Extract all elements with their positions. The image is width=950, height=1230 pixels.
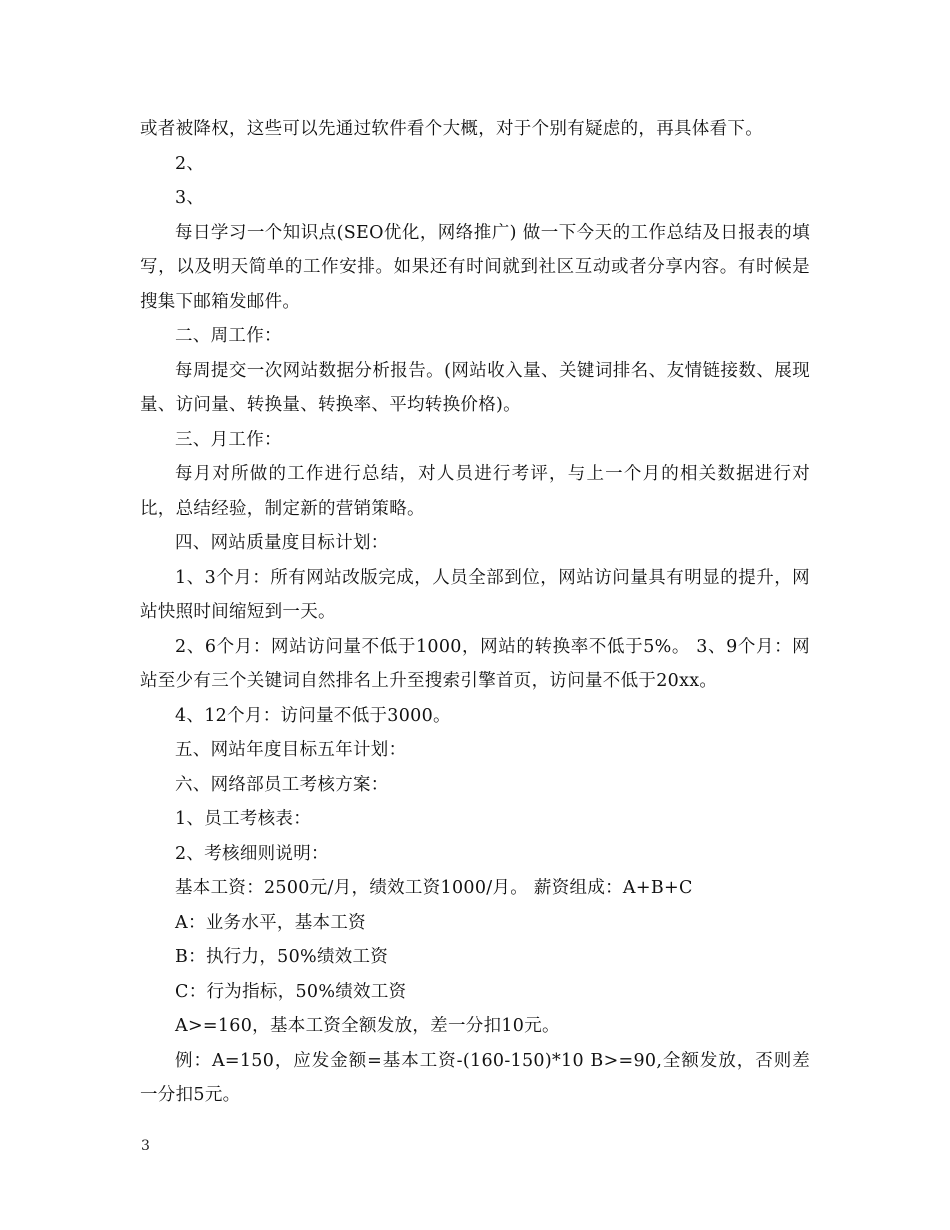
section-heading: 五、网站年度目标五年计划： (175, 740, 407, 760)
paragraph: 每日学习一个知识点(SEO优化，网络推广) 做一下今天的工作总结及日报表的填写，以及明天简单的工作安排。如果还有时间就到社区互动或者分享内容。有时候是搜集下邮箱发邮件。 (140, 222, 810, 312)
paragraph: 例：A=150，应发金额=基本工资-(160-150)*10 B>=90,全额发放，否则差一分扣5元。 (140, 1050, 810, 1105)
list-item: 2、6个月：网站访问量不低于1000，网站的转换率不低于5%。 3、9个月：网站至少有三个关键词自然排名上升至搜索引擎首页，访问量不低于20xx。 (140, 636, 810, 691)
list-item: 4、12个月：访问量不低于3000。 (175, 705, 451, 726)
list-item: 2、考核细则说明： (175, 843, 329, 864)
list-item: 1、员工考核表： (175, 809, 312, 829)
paragraph: 每周提交一次网站数据分析报告。(网站收入量、关键词排名、友情链接数、展现量、访问量、转换量、转换率、平均转换价格)。 (140, 360, 810, 415)
paragraph: B：执行力，50%绩效工资 (175, 947, 389, 967)
paragraph: 或者被降权，这些可以先通过软件看个大概，对于个别有疑虑的，再具体看下。 (140, 119, 763, 139)
list-item: 3、 (175, 188, 205, 208)
paragraph: 基本工资：2500元/月，绩效工资1000/月。 薪资组成：A+B+C (175, 878, 693, 898)
section-heading: 三、月工作： (175, 429, 282, 450)
page-number: 3 (141, 1138, 150, 1154)
section-heading: 六、网络部员工考核方案： (175, 774, 389, 795)
paragraph: A：业务水平，基本工资 (175, 912, 366, 933)
list-item: 1、3个月：所有网站改版完成，人员全部到位，网站访问量具有明显的提升，网站快照时间缩短到一天。 (140, 567, 810, 622)
paragraph: 每月对所做的工作进行总结，对人员进行考评，与上一个月的相关数据进行对比，总结经验，制定新的营销策略。 (140, 464, 810, 519)
list-item: 2、 (175, 153, 205, 174)
section-heading: 四、网站质量度目标计划： (175, 533, 389, 553)
paragraph: A>=160，基本工资全额发放，差一分扣10元。 (175, 1016, 560, 1036)
paragraph: C：行为指标，50%绩效工资 (175, 981, 407, 1002)
document-body (140, 112, 810, 1113)
section-heading: 二、周工作： (175, 326, 282, 346)
